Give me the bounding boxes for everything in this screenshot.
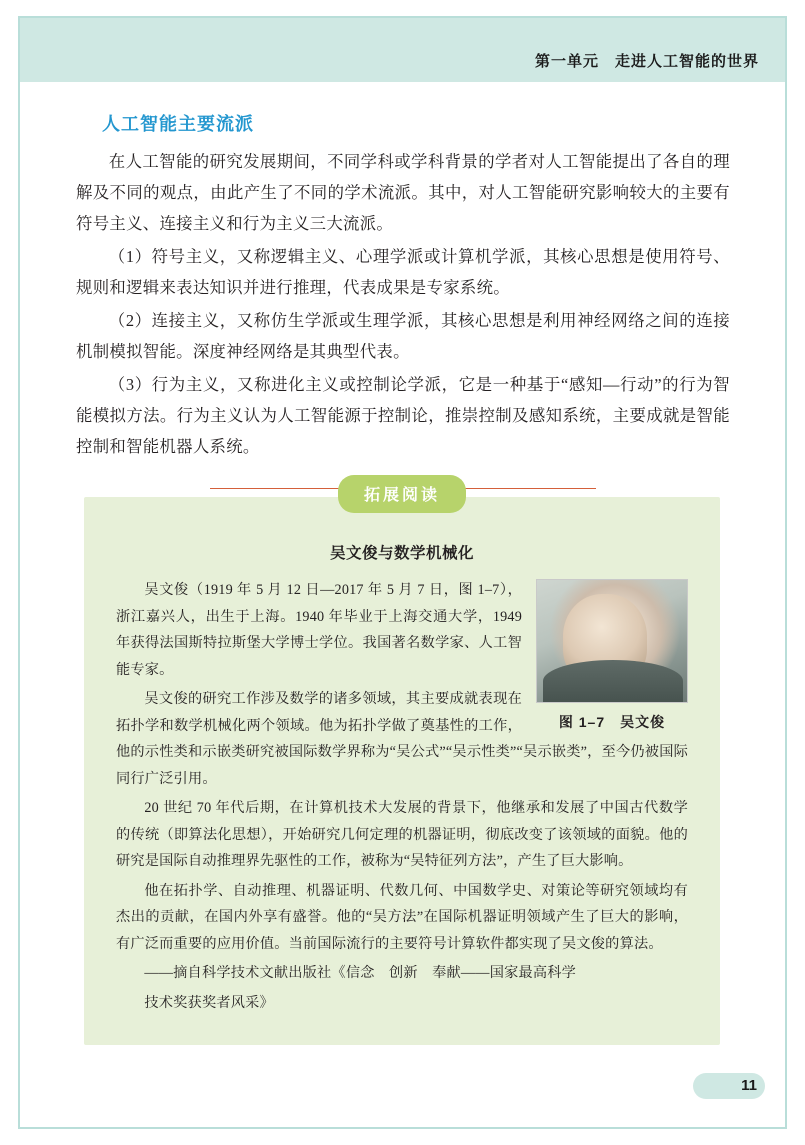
paragraph-connectionism: （2）连接主义，又称仿生学派或生理学派，其核心思想是利用神经网络之间的连接机制模拟智能。深度神经网络是其典型代表。 — [76, 311, 730, 361]
extension-source-line2: 技术奖获奖者风采》 — [144, 994, 274, 1011]
extension-tab-label: 拓展阅读 — [338, 475, 466, 513]
paragraph-intro: 在人工智能的研究发展期间，不同学科或学科背景的学者对人工智能提出了各自的理解及不同的观点，由此产生了不同的学术流派。其中，对人工智能研究影响较大的主要有符号主义、连接主义和行为主义三大流派。 — [76, 152, 730, 233]
paragraph-symbolism: （1）符号主义，又称逻辑主义、心理学派或计算机学派，其核心思想是使用符号、规则和逻辑来表达知识并进行推理，代表成果是专家系统。 — [76, 247, 730, 297]
extension-title: 吴文俊与数学机械化 — [329, 545, 474, 562]
extension-reading-box — [84, 487, 720, 1045]
ext-paragraph-bio: 吴文俊（1919 年 5 月 12 日—2017 年 5 月 7 日，图 1–7），浙江嘉兴人，出生于上海。1940 年毕业于上海交通大学，1949 年获得法国斯特拉斯堡大学博士学位。我国著名数学家、人工智能专家。 — [116, 582, 522, 678]
unit-header-title: 第一单元 走进人工智能的世界 — [534, 53, 759, 70]
paragraph-behaviorism: （3）行为主义，又称进化主义或控制论学派，它是一种基于“感知—行动”的行为智能模拟方法。行为主义认为人工智能源于控制论，推崇控制及感知系统，主要成就是智能控制和智能机器人系统。 — [76, 375, 730, 456]
ext-paragraph-contributions: 他在拓扑学、自动推理、机器证明、代数几何、中国数学史、对策论等研究领域均有杰出的贡献，在国内外享有盛誉。他的“吴方法”在国际机器证明领域产生了巨大的影响，有广泛而重要的应用价值。当前国际流行的主要符号计算软件都实现了吴文俊的算法。 — [116, 882, 688, 952]
extension-tab-wrap — [84, 475, 720, 513]
ext-paragraph-1970s: 20 世纪 70 年代后期，在计算机技术大发展的背景下，他继承和发展了中国古代数学的传统（即算法化思想），开始研究几何定理的机器证明，彻底改变了该领域的面貌。他的研究是国际自动推理界先驱性的工作，被称为“吴特征列方法”，产生了巨大影响。 — [116, 800, 688, 869]
extension-source-line1: ——摘自科学技术文献出版社《信念 创新 奉献——国家最高科学 — [144, 965, 577, 981]
ext-paragraph-research: 吴文俊的研究工作涉及数学的诸多领域，其主要成就表现在拓扑学和数学机械化两个领域。他为拓扑学做了奠基性的工作，他的示性类和示嵌类研究被国际数学界称为“吴公式”“吴示性类”“吴示嵌类”，至今仍被国际同行广泛引用。 — [116, 691, 688, 787]
figure-caption: 图 1–7 吴文俊 — [558, 714, 666, 730]
main-content — [76, 110, 730, 489]
page-title: 人工智能主要流派 — [102, 114, 254, 134]
figure-block — [536, 579, 688, 732]
page-number: 11 — [741, 1077, 757, 1094]
portrait-photo — [536, 579, 688, 703]
